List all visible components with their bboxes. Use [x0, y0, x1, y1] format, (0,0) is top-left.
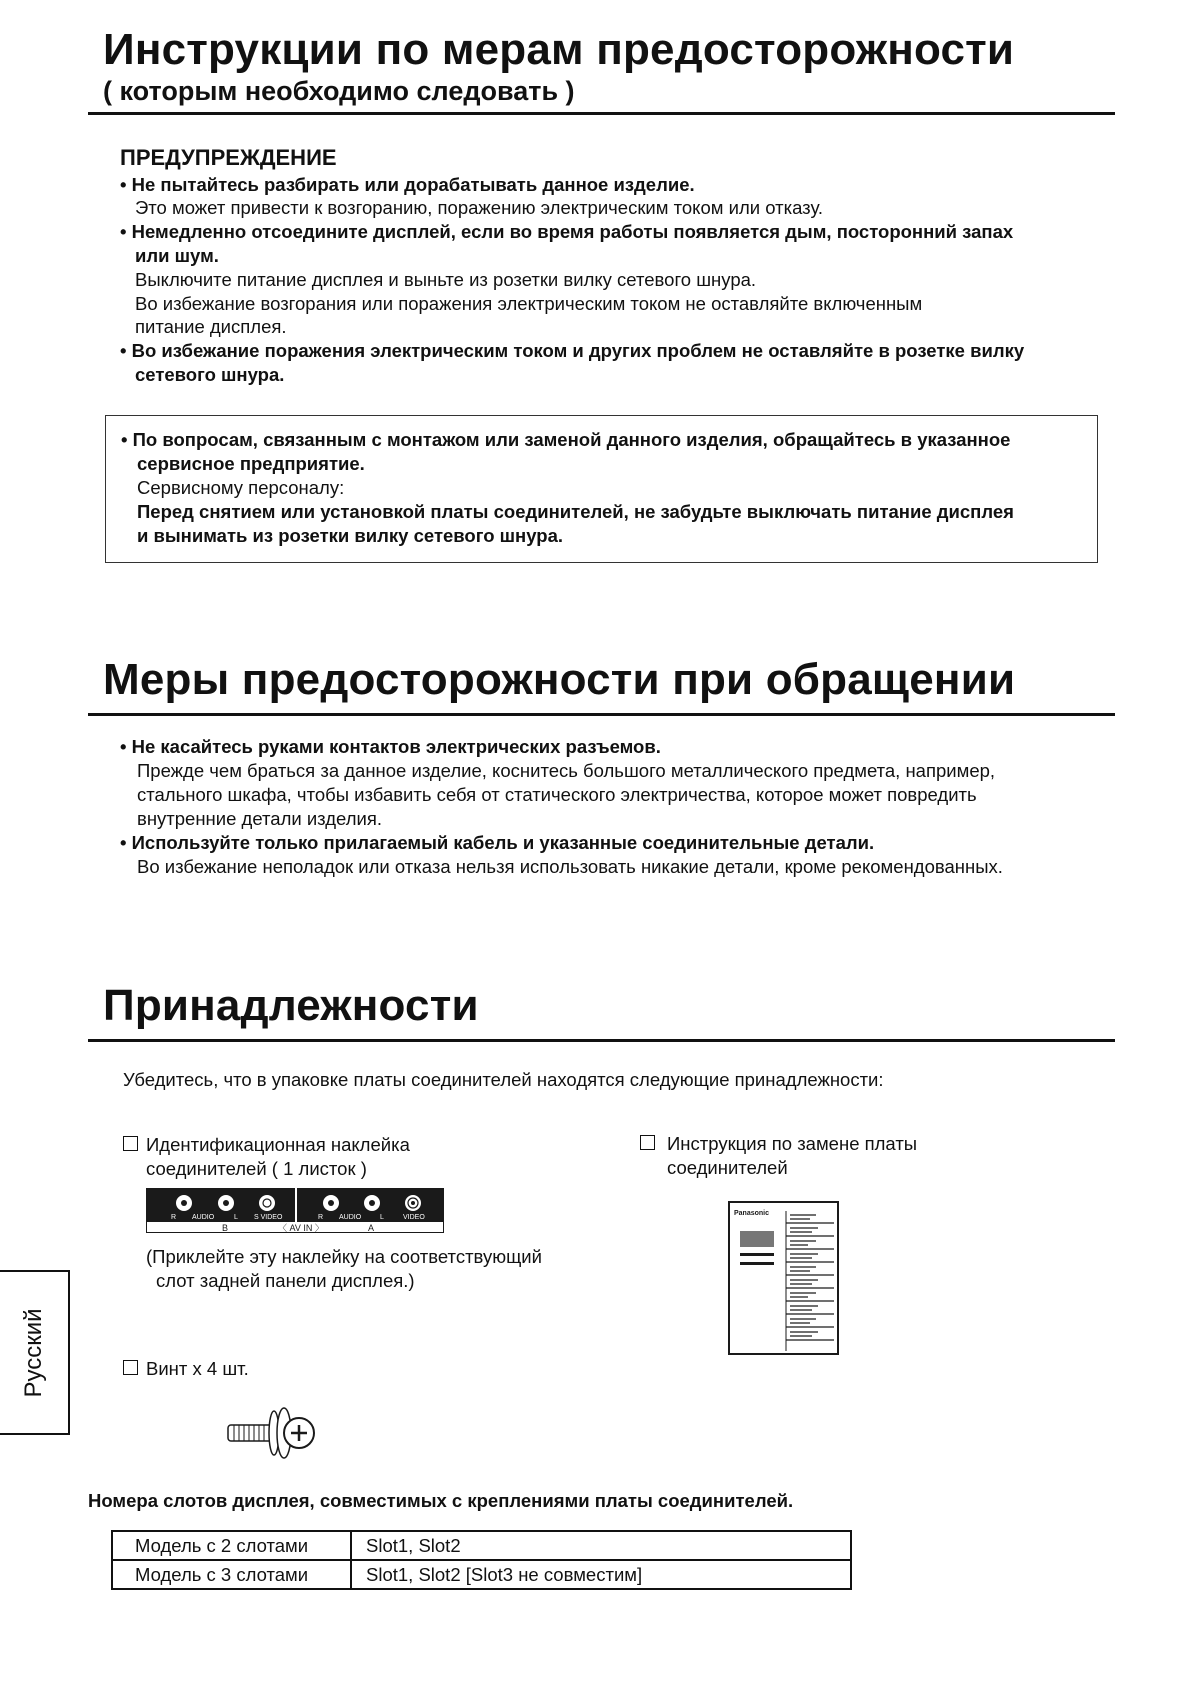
item1-note-1: (Приклейте эту наклейку на соответствующий	[146, 1246, 542, 1267]
item1-note-2: слот задней панели дисплея.)	[156, 1270, 415, 1291]
handling-line-5: • Используйте только прилагаемый кабель и указанные соединительные детали.	[120, 832, 875, 853]
jack-video-icon	[405, 1195, 421, 1211]
item1-checkbox-icon	[123, 1136, 138, 1151]
warning-heading: ПРЕДУПРЕЖДЕНИЕ	[120, 145, 337, 170]
warning-line-5: Выключите питание дисплея и выньте из розетки вилку сетевого шнура.	[135, 269, 757, 290]
sticker-label-a: A	[368, 1223, 375, 1233]
language-side-tab	[0, 1270, 70, 1435]
jack-svideo-icon	[259, 1195, 275, 1211]
sticker-label-av-in: 〈 AV IN 〉	[278, 1223, 324, 1233]
service-line-4: Перед снятием или установкой платы соединителей, не забудьте выключать питание дисплея	[137, 501, 1014, 522]
service-line-1: • По вопросам, связанным с монтажом или заменой данного изделия, обращайтесь в указанное	[121, 429, 1011, 450]
warning-line-9: сетевого шнура.	[135, 364, 285, 385]
accessories-intro: Убедитесь, что в упаковке платы соединителей находятся следующие принадлежности:	[123, 1069, 884, 1090]
table-cell: Slot1, Slot2 [Slot3 не совместим]	[351, 1560, 851, 1589]
sticker-label-r1: R	[171, 1214, 177, 1221]
sticker-label-l1: L	[234, 1214, 238, 1221]
service-line-2: сервисное предприятие.	[137, 453, 365, 474]
service-line-5: и вынимать из розетки вилку сетевого шнура.	[137, 525, 563, 546]
service-line-3: Сервисному персоналу:	[137, 477, 345, 498]
warning-line-3: • Немедленно отсоедините дисплей, если во время работы появляется дым, посторонний запах	[120, 221, 1014, 242]
sticker-label-b: B	[222, 1223, 229, 1233]
table-cell: Модель с 2 слотами	[112, 1531, 351, 1560]
handling-line-3: стального шкафа, чтобы избавить себя от статического электричества, которое может повредить	[137, 784, 977, 805]
item2-line-1: Инструкция по замене платы	[667, 1133, 918, 1154]
item3-label: Винт x 4 шт.	[146, 1358, 249, 1379]
sticker-label-audio2: AUDIO	[339, 1214, 362, 1221]
section3-title: Принадлежности	[103, 981, 479, 1030]
jack-r2-icon	[323, 1195, 339, 1211]
warning-line-4: или шум.	[135, 245, 219, 266]
slots-table	[111, 1530, 852, 1590]
warning-line-7: питание дисплея.	[135, 316, 287, 337]
jack-l2-icon	[364, 1195, 380, 1211]
item1-line-1: Идентификационная наклейка	[146, 1134, 410, 1155]
warning-line-6: Во избежание возгорания или поражения электрическим током не оставляйте включенным	[135, 293, 923, 314]
sticker-label-video: VIDEO	[403, 1214, 425, 1221]
handling-line-1: • Не касайтесь руками контактов электрических разъемов.	[120, 736, 661, 757]
instruction-booklet-icon	[728, 1201, 839, 1355]
section1-title: Инструкции по мерам предосторожности	[103, 25, 1015, 74]
handling-line-6: Во избежание неполадок или отказа нельзя использовать никакие детали, кроме рекомендованных.	[137, 856, 1003, 877]
booklet-brand: Panasonic	[734, 1210, 770, 1217]
section1-rule	[88, 112, 1115, 115]
slots-heading: Номера слотов дисплея, совместимых с креплениями платы соединителей.	[88, 1490, 794, 1511]
table-row	[112, 1560, 851, 1589]
screw-icon	[226, 1406, 316, 1460]
handling-line-2: Прежде чем браться за данное изделие, коснитесь большого металлического предмета, например,	[137, 760, 996, 781]
warning-line-2: Это может привести к возгоранию, поражению электрическим током или отказу.	[135, 197, 823, 218]
language-label: Русский	[20, 1307, 47, 1398]
jack-l1-icon	[218, 1195, 234, 1211]
table-cell: Slot1, Slot2	[351, 1531, 851, 1560]
item2-line-2: соединителей	[667, 1157, 788, 1178]
item3-checkbox-icon	[123, 1360, 138, 1375]
section2-rule	[88, 713, 1115, 716]
table-cell: Модель с 3 слотами	[112, 1560, 351, 1589]
jack-r1-icon	[176, 1195, 192, 1211]
item2-checkbox-icon	[640, 1135, 655, 1150]
sticker-label-svideo: S VIDEO	[254, 1214, 283, 1221]
sticker-label-r2: R	[318, 1214, 324, 1221]
item1-line-2: соединителей ( 1 листок )	[146, 1158, 367, 1179]
sticker-label-l2: L	[380, 1214, 384, 1221]
warning-line-1: • Не пытайтесь разбирать или дорабатывать данное изделие.	[120, 174, 695, 195]
section2-title: Меры предосторожности при обращении	[103, 655, 1016, 704]
sticker-label-audio1: AUDIO	[192, 1214, 215, 1221]
connector-sticker	[146, 1188, 444, 1233]
table-row	[112, 1531, 851, 1560]
warning-line-8: • Во избежание поражения электрическим током и других проблем не оставляйте в розетке вилку	[120, 340, 1025, 361]
section1-subtitle: ( которым необходимо следовать )	[103, 76, 575, 106]
handling-line-4: внутренние детали изделия.	[137, 808, 382, 829]
section3-rule	[88, 1039, 1115, 1042]
